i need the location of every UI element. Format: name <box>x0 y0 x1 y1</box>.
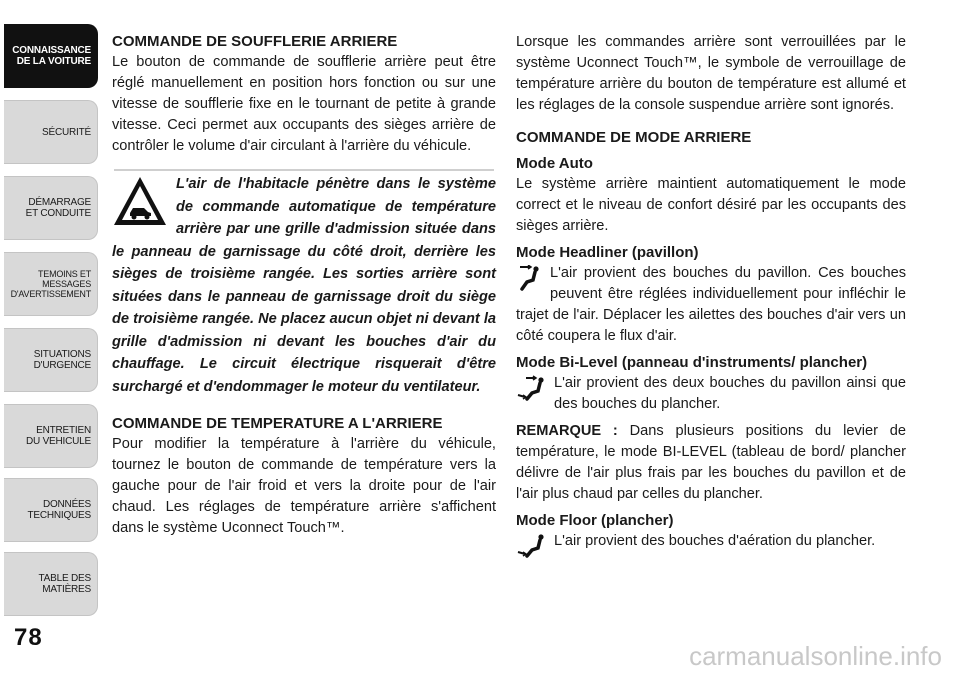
lock-paragraph: Lorsque les commandes arrière sont verrouillées par le système Uconnect Touch™, le symbole de verrouillage de température arrière du bouton de température est allumé et les réglages de la console suspendue arrière sont ignorés. <box>516 34 906 113</box>
floor-mode-icon <box>516 533 550 559</box>
headliner-mode-title: Mode Headliner (pavillon) <box>516 244 699 261</box>
page-number: 78 <box>14 624 43 651</box>
bilevel-mode-block <box>516 373 906 415</box>
bilevel-mode-paragraph: L'air provient des deux bouches du pavillon ainsi que des bouches du plancher. <box>554 375 906 412</box>
bilevel-mode-icon <box>516 375 550 401</box>
tab-entretien[interactable]: ENTRETIEN DU VEHICULE <box>4 404 98 468</box>
warning-triangle-icon <box>112 175 168 229</box>
temp-paragraph: Pour modifier la température à l'arrière du véhicule, tournez le bouton de commande de température vers la gauche pour de l'air froid et vers la droite pour de l'air chaud. Les réglages de température arrière s'affichent dans le système Uconnect Touch™. <box>112 436 496 536</box>
remarque-label: REMARQUE : <box>516 423 618 439</box>
tab-demarrage[interactable]: DÉMARRAGE ET CONDUITE <box>4 176 98 240</box>
floor-mode-title: Mode Floor (plancher) <box>516 512 674 529</box>
headliner-mode-icon <box>516 265 546 291</box>
right-column <box>516 32 906 559</box>
remarque-paragraph: Dans plusieurs positions du levier de température, le mode BI-LEVEL (tableau de bord/ plancher délivre de l'air plus frais par les bouches du pavillon et de l'air plus chaud par celles du plancher. <box>516 423 906 502</box>
tab-donnees[interactable]: DONNÉES TECHNIQUES <box>4 478 98 542</box>
auto-mode-paragraph: Le système arrière maintient automatiquement le mode correct et le niveau de confort désiré par les occupants des sièges arrière. <box>516 176 906 234</box>
tab-table[interactable]: TABLE DES MATIÈRES <box>4 552 98 616</box>
chapter-sidebar <box>0 0 100 678</box>
warning-divider <box>114 169 494 171</box>
headliner-mode-block <box>516 263 906 347</box>
headliner-mode-paragraph: L'air provient des bouches du pavillon. Ces bouches peuvent être réglées individuellement pour infléchir le trajet de l'air. Déplacer les ailettes des bouches d'air vers un côté coupera le flux d'air. <box>516 265 906 344</box>
mode-heading: COMMANDE DE MODE ARRIERE <box>516 129 752 146</box>
watermark-text: carmanualsonline.info <box>689 641 942 671</box>
left-column <box>112 32 496 539</box>
tab-securite[interactable]: SÉCURITÉ <box>4 100 98 164</box>
warning-text: L'air de l'habitacle pénètre dans le système de commande automatique de température arrière par une grille d'admission située dans le panneau de garnissage du côté droit, derrière les sièges de troisième rangée. Les sorties arrière sont situées dans le panneau de garnissage droit du siège de troisième rangée. Ne placez aucun objet ni devant la grille d'admission ni devant les bouches d'air du chauffage. Le circuit électrique risquerait d'être surchargé et d'endommager le moteur du ventilateur. <box>112 176 496 395</box>
auto-mode-title: Mode Auto <box>516 155 593 172</box>
blower-paragraph: Le bouton de commande de soufflerie arrière peut être réglé manuellement en position hors fonction ou sur une vitesse de soufflerie fixe en le tournant de petite à grande vitesse. Ceci permet aux occupants des sièges arrière de contrôler le volume d'air circulant à l'arrière du véhicule. <box>112 54 496 154</box>
blower-heading: COMMANDE DE SOUFFLERIE ARRIERE <box>112 33 398 50</box>
tab-situations[interactable]: SITUATIONS D'URGENCE <box>4 328 98 392</box>
temp-heading: COMMANDE DE TEMPERATURE A L'ARRIERE <box>112 415 443 432</box>
floor-mode-block <box>516 531 906 552</box>
warning-box <box>112 173 496 398</box>
bilevel-mode-title: Mode Bi-Level (panneau d'instruments/ plancher) <box>516 354 868 371</box>
remarque-block <box>516 421 906 505</box>
floor-mode-paragraph: L'air provient des bouches d'aération du plancher. <box>554 533 876 549</box>
tab-connaissance[interactable]: CONNAISSANCE DE LA VOITURE <box>4 24 98 88</box>
tab-temoins[interactable]: TEMOINS ET MESSAGES D'AVERTISSEMENT <box>4 252 98 316</box>
